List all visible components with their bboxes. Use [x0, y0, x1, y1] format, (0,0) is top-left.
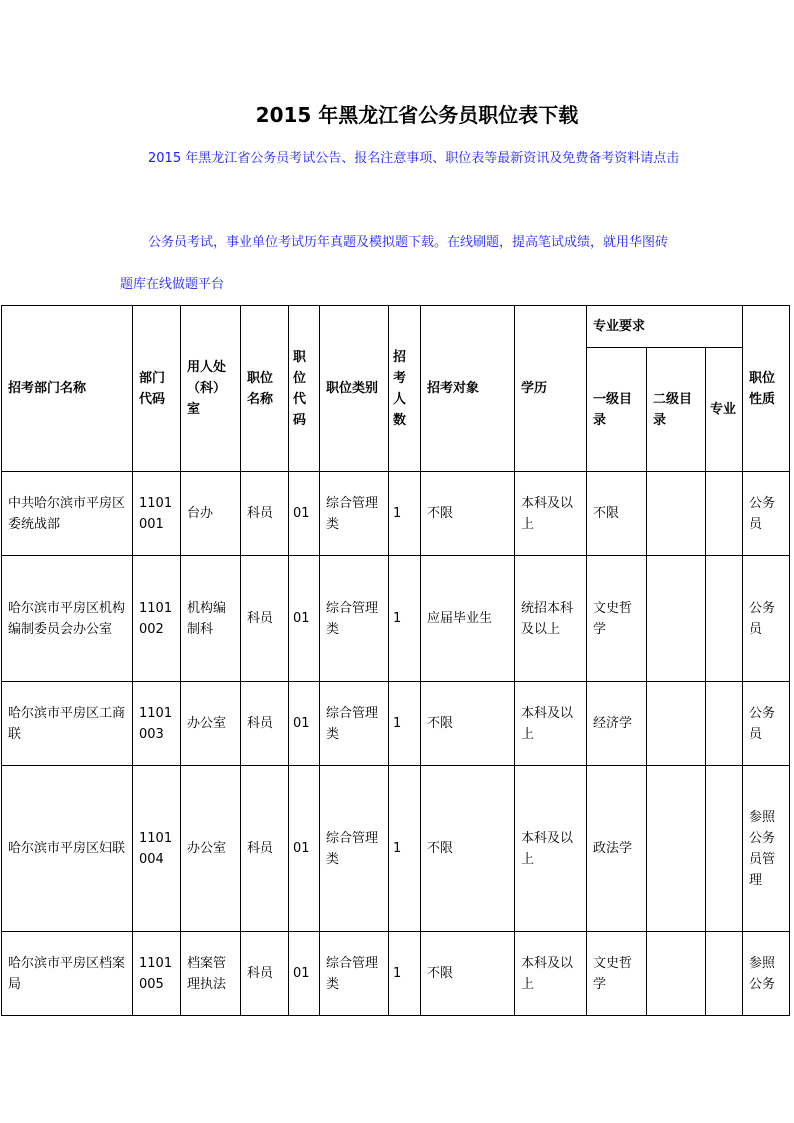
page-title: 2015 年黑龙江省公务员职位表下载 — [255, 103, 579, 127]
cell-target: 不限 — [421, 932, 515, 1016]
header-education: 学历 — [515, 306, 587, 472]
cell-nature: 公务员 — [743, 472, 790, 556]
header-code: 部门代码 — [133, 306, 181, 472]
cell-education: 本科及以上 — [515, 472, 587, 556]
cell-position-code: 01 — [289, 682, 320, 766]
header-major-requirements: 专业要求 — [587, 306, 743, 348]
cell-target: 不限 — [421, 472, 515, 556]
intro-link-question-bank-text[interactable]: 公务员考试，事业单位考试历年真题及模拟题下载。在线刷题，提高笔试成绩，就用华图砖题库在线做题平台 — [120, 235, 669, 292]
cell-code: 1101002 — [133, 556, 181, 682]
cell-target: 应届毕业生 — [421, 556, 515, 682]
header-dept: 招考部门名称 — [2, 306, 133, 472]
cell-education: 本科及以上 — [515, 766, 587, 932]
header-office: 用人处（科）室 — [181, 306, 241, 472]
cell-code: 1101005 — [133, 932, 181, 1016]
cell-office: 办公室 — [181, 766, 241, 932]
intro-link-announcement[interactable] — [120, 138, 680, 180]
cell-dept: 哈尔滨市平房区工商联 — [2, 682, 133, 766]
cell-position-name: 科员 — [241, 472, 289, 556]
cell-position-code: 01 — [289, 766, 320, 932]
cell-major-specific — [706, 682, 743, 766]
cell-target: 不限 — [421, 682, 515, 766]
table-header — [2, 306, 790, 472]
cell-position-type: 综合管理类 — [320, 472, 389, 556]
table-row — [2, 766, 790, 932]
cell-dept: 哈尔滨市平房区档案局 — [2, 932, 133, 1016]
cell-code: 1101003 — [133, 682, 181, 766]
table-row — [2, 556, 790, 682]
cell-nature: 公务员 — [743, 556, 790, 682]
cell-major-specific — [706, 472, 743, 556]
cell-major-level2 — [647, 932, 706, 1016]
header-nature: 职位性质 — [743, 306, 790, 472]
header-major-level2: 二级目录 — [647, 348, 706, 472]
header-position-type: 职位类别 — [320, 306, 389, 472]
header-position-code: 职位代码 — [289, 306, 320, 472]
cell-position-code: 01 — [289, 932, 320, 1016]
cell-position-type: 综合管理类 — [320, 556, 389, 682]
cell-dept: 中共哈尔滨市平房区委统战部 — [2, 472, 133, 556]
cell-code: 1101004 — [133, 766, 181, 932]
cell-major-level1: 文史哲学 — [587, 932, 647, 1016]
intro-link-question-bank[interactable] — [120, 222, 680, 306]
cell-major-level1: 不限 — [587, 472, 647, 556]
cell-position-name: 科员 — [241, 556, 289, 682]
header-target: 招考对象 — [421, 306, 515, 472]
cell-count: 1 — [389, 766, 421, 932]
cell-count: 1 — [389, 556, 421, 682]
cell-major-level1: 政法学 — [587, 766, 647, 932]
table-row — [2, 472, 790, 556]
cell-office: 机构编制科 — [181, 556, 241, 682]
header-count: 招考人数 — [389, 306, 421, 472]
cell-nature: 参照公务员管理 — [743, 766, 790, 932]
cell-position-type: 综合管理类 — [320, 766, 389, 932]
cell-major-specific — [706, 932, 743, 1016]
cell-major-level2 — [647, 556, 706, 682]
cell-education: 本科及以上 — [515, 932, 587, 1016]
header-major-level1: 一级目录 — [587, 348, 647, 472]
cell-dept: 哈尔滨市平房区机构编制委员会办公室 — [2, 556, 133, 682]
cell-count: 1 — [389, 932, 421, 1016]
header-position-name: 职位名称 — [241, 306, 289, 472]
cell-major-level2 — [647, 682, 706, 766]
cell-major-level1: 经济学 — [587, 682, 647, 766]
cell-position-type: 综合管理类 — [320, 682, 389, 766]
cell-major-level1: 文史哲学 — [587, 556, 647, 682]
cell-position-name: 科员 — [241, 766, 289, 932]
cell-office: 台办 — [181, 472, 241, 556]
cell-target: 不限 — [421, 766, 515, 932]
cell-position-code: 01 — [289, 472, 320, 556]
header-major-specific: 专业 — [706, 348, 743, 472]
cell-count: 1 — [389, 472, 421, 556]
cell-office: 档案管理执法 — [181, 932, 241, 1016]
cell-position-code: 01 — [289, 556, 320, 682]
cell-education: 本科及以上 — [515, 682, 587, 766]
cell-position-name: 科员 — [241, 932, 289, 1016]
table-row — [2, 932, 790, 1016]
table-row — [2, 682, 790, 766]
cell-major-level2 — [647, 472, 706, 556]
cell-nature: 参照公务 — [743, 932, 790, 1016]
cell-dept: 哈尔滨市平房区妇联 — [2, 766, 133, 932]
cell-position-type: 综合管理类 — [320, 932, 389, 1016]
cell-major-specific — [706, 556, 743, 682]
intro-link-announcement-text[interactable]: 2015 年黑龙江省公务员考试公告、报名注意事项、职位表等最新资讯及免费备考资料请点击 — [148, 151, 680, 166]
cell-office: 办公室 — [181, 682, 241, 766]
cell-major-specific — [706, 766, 743, 932]
cell-code: 1101001 — [133, 472, 181, 556]
cell-nature: 公务员 — [743, 682, 790, 766]
position-table — [1, 305, 790, 1016]
cell-position-name: 科员 — [241, 682, 289, 766]
cell-major-level2 — [647, 766, 706, 932]
cell-count: 1 — [389, 682, 421, 766]
cell-education: 统招本科及以上 — [515, 556, 587, 682]
